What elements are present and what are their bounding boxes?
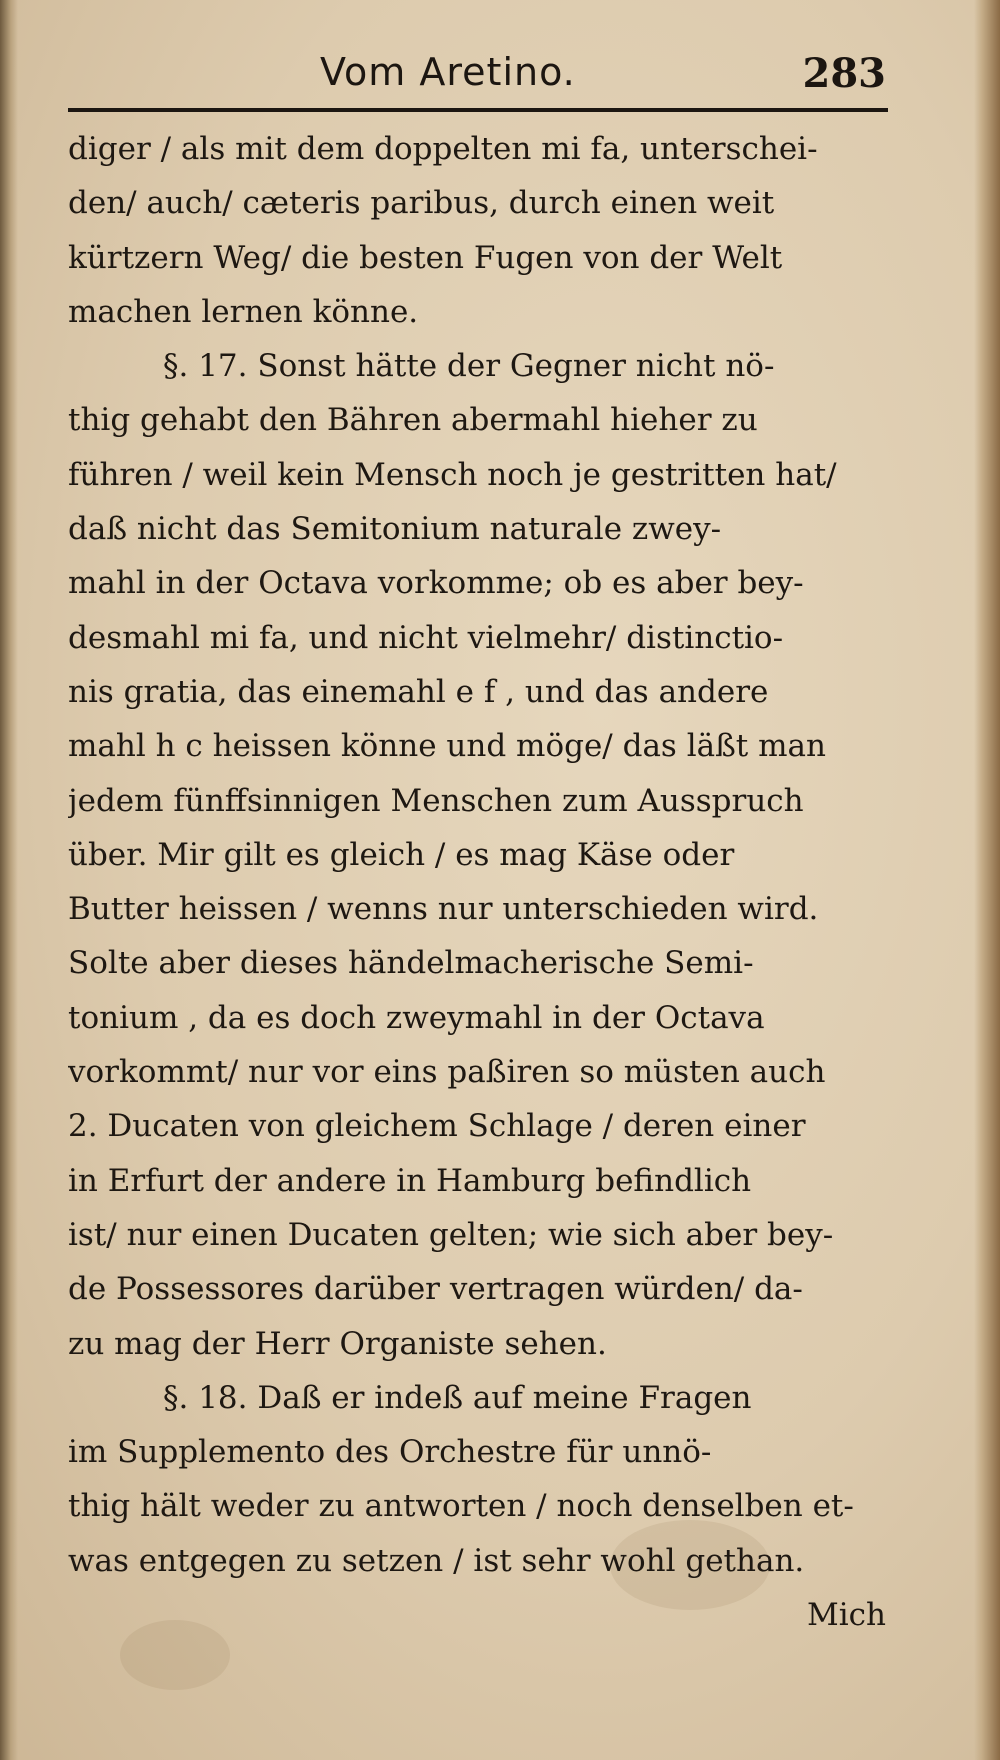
paragraph-17-start: §. 17. Sonst hätte der Gegner nicht nö-: [163, 348, 775, 385]
text-line: de Possessores darüber vertragen würden/ da-: [68, 1271, 803, 1308]
text-line: ist/ nur einen Ducaten gelten; wie sich aber bey-: [68, 1216, 834, 1253]
text-line: mahl h c heissen könne und möge/ das läßt man: [68, 728, 826, 765]
running-title: Vom Aretino.: [320, 50, 576, 94]
text-line: über. Mir gilt es gleich / es mag Käse oder: [68, 836, 735, 873]
text-line: jedem fünffsinnigen Menschen zum Ausspruch: [68, 782, 804, 819]
text-line: 2. Ducaten von gleichem Schlage / deren einer: [68, 1108, 806, 1145]
text-line: mahl in der Octava vorkomme; ob es aber bey-: [68, 565, 804, 602]
text-line: Solte aber dieses händelmacherische Semi-: [68, 945, 754, 982]
text-line: zu mag der Herr Organiste sehen.: [68, 1325, 607, 1362]
text-line: tonium , da es doch zweymahl in der Octava: [68, 999, 765, 1036]
text-line: was entgegen zu setzen / ist sehr wohl gethan.: [68, 1542, 805, 1579]
text-line: kürtzern Weg/ die besten Fugen von der Welt: [68, 239, 783, 276]
text-line: desmahl mi fa, und nicht vielmehr/ distinctio-: [68, 619, 784, 656]
text-line: daß nicht das Semitonium naturale zwey-: [68, 511, 722, 548]
text-line: thig gehabt den Bähren abermahl hieher zu: [68, 402, 758, 439]
binding-shadow: [0, 0, 18, 1760]
text-line: vorkommt/ nur vor eins paßiren so müsten auch: [68, 1054, 826, 1091]
text-line: diger / als mit dem doppelten mi fa, unterschei-: [68, 131, 818, 167]
paragraph-18-start: §. 18. Daß er indeß auf meine Fragen: [163, 1379, 752, 1416]
page-number: 283: [802, 50, 886, 97]
page-edge: [974, 0, 1000, 1760]
body-text: [68, 122, 898, 1642]
text-line: in Erfurt der andere in Hamburg befindlich: [68, 1162, 752, 1199]
text-line: den/ auch/ cæteris paribus, durch einen weit: [68, 185, 775, 222]
text-line: Butter heissen / wenns nur unterschieden wird.: [68, 891, 819, 928]
text-line: im Supplemento des Orchestre für unnö-: [68, 1434, 712, 1471]
text-line: machen lernen könne.: [68, 293, 419, 330]
text-line: führen / weil kein Mensch noch je gestritten hat/: [68, 456, 837, 493]
catchword: Mich: [807, 1597, 886, 1634]
page-header: [68, 42, 898, 102]
text-line: nis gratia, das einemahl e f , und das andere: [68, 673, 769, 710]
header-rule: [68, 108, 888, 112]
text-line: thig hält weder zu antworten / noch denselben et-: [68, 1488, 854, 1525]
